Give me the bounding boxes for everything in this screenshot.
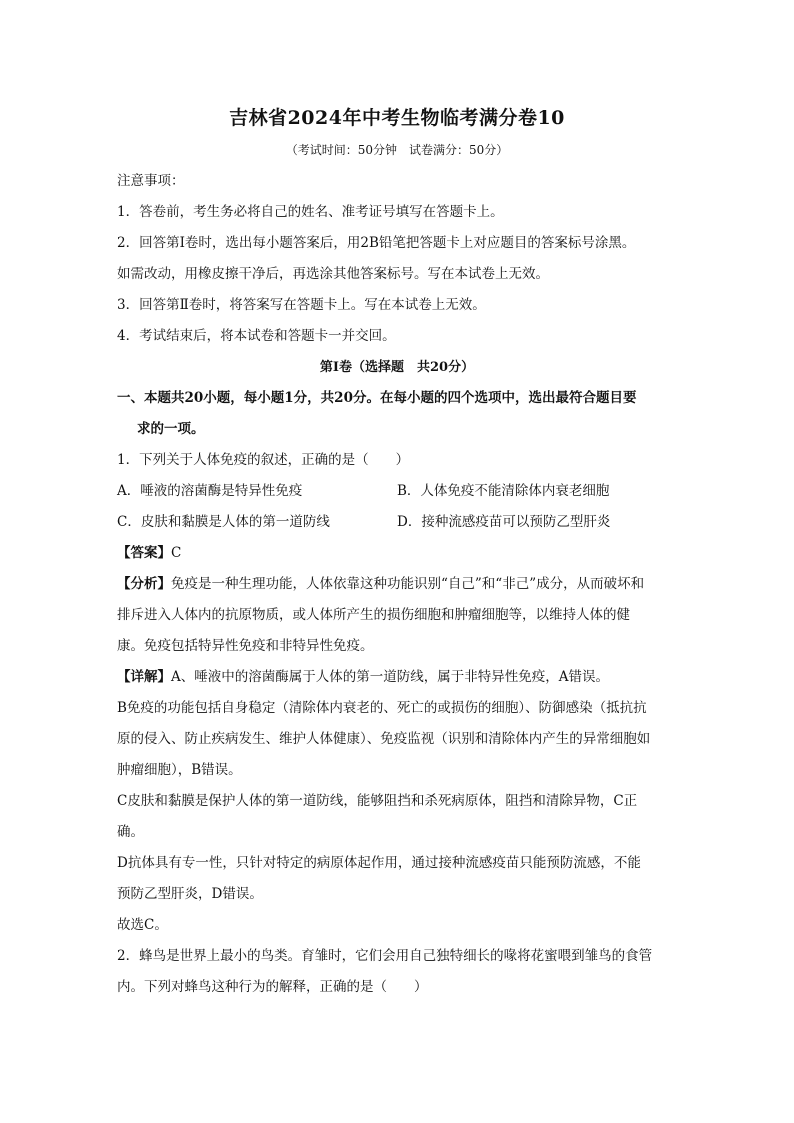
- section-title: 第Ⅰ卷（选择题 共20分）: [319, 360, 475, 375]
- detail-label: 【详解】: [117, 669, 171, 685]
- exam-info: （考试时间：50分钟 试卷满分：50分）: [285, 143, 509, 157]
- notice-item: 如需改动，用橡皮擦干净后，再选涂其他答案标号。写在本试卷上无效。: [117, 266, 549, 282]
- option-c: C．皮肤和黏膜是人体的第一道防线: [117, 514, 330, 530]
- analysis-text: 排斥进入人体内的抗原物质，或人体所产生的损伤细胞和肿瘤细胞等，以维持人体的健: [117, 607, 630, 623]
- detail-text: 肿瘤细胞），B错误。: [117, 762, 242, 778]
- part-instruction: 一、本题共20小题，每小题1分，共20分。在每小题的四个选项中，选出最符合题目要: [117, 390, 637, 406]
- conclusion-text: 故选C。: [117, 917, 168, 933]
- detail-text: C皮肤和黏膜是保护人体的第一道防线，能够阻挡和杀死病原体，阻挡和清除异物，C正: [117, 793, 638, 809]
- question-1-stem: 1．下列关于人体免疫的叙述，正确的是（ ）: [117, 452, 410, 468]
- question-1-options-row-2: [117, 507, 677, 538]
- notice-header: 注意事项：: [117, 173, 185, 189]
- detail-text: 确。: [117, 824, 144, 840]
- page-title: 吉林省2024年中考生物临考满分卷10: [229, 107, 565, 129]
- question-2-stem: 2．蜂鸟是世界上最小的鸟类。育雏时，它们会用自己独特细长的喙将花蜜喂到雏鸟的食管: [117, 948, 653, 964]
- detail-line: [117, 662, 677, 693]
- part-instruction-cont: 求的一项。: [137, 421, 205, 437]
- detail-text: D抗体具有专一性，只针对特定的病原体起作用，通过接种流感疫苗只能预防流感，不能: [117, 855, 641, 871]
- analysis-label: 【分析】: [117, 576, 171, 592]
- detail-text: A、唾液中的溶菌酶属于人体的第一道防线，属于非特异性免疫，A错误。: [171, 669, 609, 685]
- notice-item: 4．考试结束后，将本试卷和答题卡一并交回。: [117, 328, 396, 344]
- analysis-text: 免疫是一种生理功能，人体依靠这种功能识别“自己”和“非己”成分，从而破坏和: [171, 576, 645, 592]
- notice-item: 2．回答第Ⅰ卷时，选出每小题答案后，用2B铅笔把答题卡上对应题目的答案标号涂黑。: [117, 235, 636, 251]
- analysis-text: 康。免疫包括特异性免疫和非特异性免疫。: [117, 638, 374, 654]
- answer-line: [117, 538, 677, 569]
- option-a: A．唾液的溶菌酶是特异性免疫: [117, 483, 303, 499]
- answer-value: C: [171, 545, 182, 561]
- notice-item: 3．回答第Ⅱ卷时，将答案写在答题卡上。写在本试卷上无效。: [117, 297, 486, 313]
- question-2-stem-cont: 内。下列对蜂鸟这种行为的解释，正确的是（ ）: [117, 979, 428, 995]
- notice-item: 1．答卷前，考生务必将自己的姓名、准考证号填写在答题卡上。: [117, 204, 504, 220]
- analysis-line: [117, 569, 677, 600]
- detail-text: B免疫的功能包括自身稳定（清除体内衰老的、死亡的或损伤的细胞）、防御感染（抵抗抗: [117, 700, 647, 716]
- detail-text: 原的侵入、防止疾病发生、维护人体健康）、免疫监视（识别和清除体内产生的异常细胞如: [117, 731, 651, 747]
- detail-text: 预防乙型肝炎，D错误。: [117, 886, 263, 902]
- answer-label: 【答案】: [117, 545, 171, 561]
- option-b: B．人体免疫不能清除体内衰老细胞: [397, 483, 610, 499]
- option-d: D．接种流感疫苗可以预防乙型肝炎: [397, 514, 611, 530]
- question-1-options-row-1: [117, 476, 677, 507]
